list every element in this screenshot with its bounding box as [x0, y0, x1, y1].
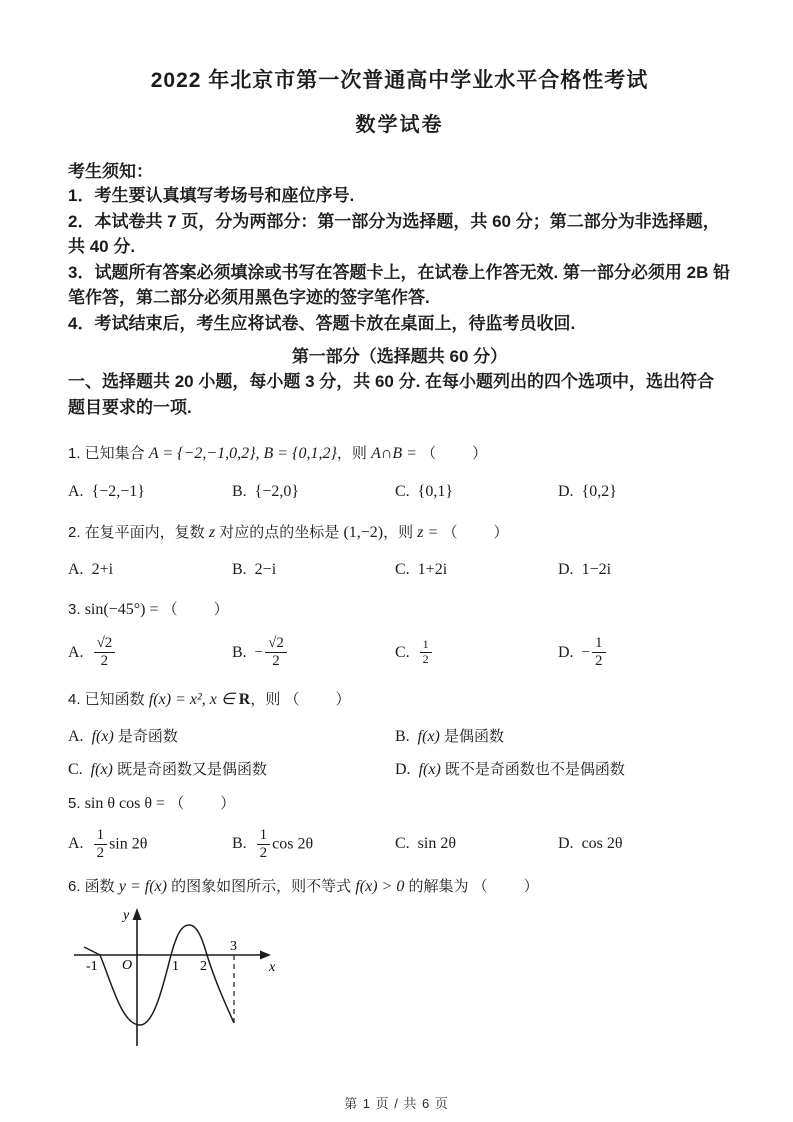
question-1-stem: 1. 已知集合 A = {−2,−1,0,2}, B = {0,1,2}，则 A∩B = （ ）	[68, 445, 490, 462]
fraction: $\frac{√2}{2}$	[265, 635, 287, 671]
x-axis-arrow	[260, 951, 271, 960]
x-axis-label: x	[269, 960, 276, 975]
question-5	[68, 793, 731, 863]
question-2-stem: 2. 在复平面内，复数 z 对应的点的坐标是 (1,−2)，则 z = （ ）	[68, 524, 511, 541]
tick-label-minus1: -1	[86, 959, 98, 974]
question-3-stem: 3. sin(−45°) = （ ）	[68, 601, 231, 618]
question-3	[68, 599, 731, 671]
notice-heading: 考生须知：	[68, 162, 153, 181]
question-5-option-a: A. $\frac{1}{2}$ sin 2θ	[68, 826, 148, 861]
question-5-option-c: C. sin 2θ	[395, 835, 457, 853]
tick-label-3: 3	[230, 939, 237, 954]
question-4-option-b: B. f(x) 是偶函数	[395, 727, 505, 745]
question-3-option-d: D. − $\frac{1}{2}$	[558, 635, 731, 671]
question-5-stem: 5. sin θ cos θ = （ ）	[68, 794, 238, 812]
question-4-options-row-1	[68, 725, 731, 746]
question-3-options	[68, 635, 731, 671]
origin-label: O	[122, 958, 133, 973]
question-2-option-a: A. 2+i	[68, 561, 114, 578]
question-3-option-c: C. $\frac{1}{2}$	[395, 638, 558, 667]
fraction: $\frac{1}{2}$	[592, 635, 606, 671]
question-1-option-c: C. {0,1}	[395, 483, 454, 500]
question-4-options-row-2	[68, 758, 731, 779]
fraction: $\frac{1}{2}$	[257, 827, 271, 863]
notice-item-1: 1．考生要认真填写考场号和座位序号.	[68, 186, 355, 205]
question-1-options	[68, 483, 731, 501]
tick-label-1: 1	[172, 959, 179, 974]
page-title: 2022 年北京市第一次普通高中学业水平合格性考试	[150, 69, 649, 92]
question-1	[68, 443, 731, 501]
question-1-option-b: B. {−2,0}	[232, 483, 300, 500]
function-curve	[84, 925, 234, 1025]
question-2	[68, 522, 731, 579]
question-5-option-d: D. cos 2θ	[558, 835, 623, 853]
question-2-option-c: C. 1+2i	[395, 561, 448, 578]
question-6	[68, 876, 731, 1067]
question-4-option-d: D. f(x) 既不是奇函数也不是偶函数	[395, 760, 625, 778]
question-4-option-a: A. f(x) 是奇函数	[68, 727, 178, 745]
question-2-options	[68, 561, 731, 579]
question-5-option-b: B. $\frac{1}{2}$ cos 2θ	[232, 826, 314, 861]
question-6-stem: 6. 函数 y = f(x) 的图象如图所示，则不等式 f(x) > 0 的解集为 （ ）	[68, 878, 541, 895]
question-3-option-b: B. − $\frac{√2}{2}$	[232, 635, 395, 671]
y-axis-label: y	[123, 908, 130, 923]
notice-item-4: 4．考试结束后，考生应将试卷、答题卡放在桌面上，待监考员收回.	[68, 314, 576, 333]
y-axis-arrow	[133, 908, 142, 920]
notice-item-3: 3．试题所有答案必须填涂或书写在答题卡上，在试卷上作答无效. 第一部分必须用 2B 铅笔作答，第二部分必须用黑色字迹的签字笔作答.	[68, 263, 731, 307]
tick-label-2: 2	[200, 959, 207, 974]
question-5-options	[68, 827, 731, 863]
question-4	[68, 689, 731, 779]
question-3-option-a: A. $\frac{√2}{2}$	[68, 635, 232, 671]
fraction: $\frac{1}{2}$	[94, 827, 108, 863]
question-2-option-d: D. 1−2i	[558, 561, 612, 578]
section-intro: 一、选择题共 20 小题，每小题 3 分，共 60 分. 在每小题列出的四个选项中，选出符合题目要求的一项.	[68, 372, 715, 417]
notice-item-2: 2．本试卷共 7 页，分为两部分：第一部分为选择题，共 60 分；第二部分为非选择题，共 40 分.	[68, 212, 720, 256]
page-number-footer: 第 1 页 / 共 6 页	[344, 1096, 449, 1111]
question-4-stem: 4. 已知函数 f(x) = x², x ∈ R，则 （ ）	[68, 690, 353, 708]
question-2-option-b: B. 2−i	[232, 561, 277, 578]
fraction: $\frac{√2}{2}$	[94, 635, 116, 671]
function-graph-figure	[68, 904, 731, 1067]
page-subtitle: 数学试卷	[355, 114, 444, 136]
question-1-option-d: D. {0,2}	[558, 483, 617, 500]
section-header: 第一部分（选择题共 60 分）	[291, 347, 508, 366]
function-graph	[68, 904, 318, 1062]
question-1-option-a: A. {−2,−1}	[68, 483, 145, 500]
fraction: $\frac{1}{2}$	[420, 638, 432, 667]
question-4-option-c: C. f(x) 既是奇函数又是偶函数	[68, 760, 268, 778]
